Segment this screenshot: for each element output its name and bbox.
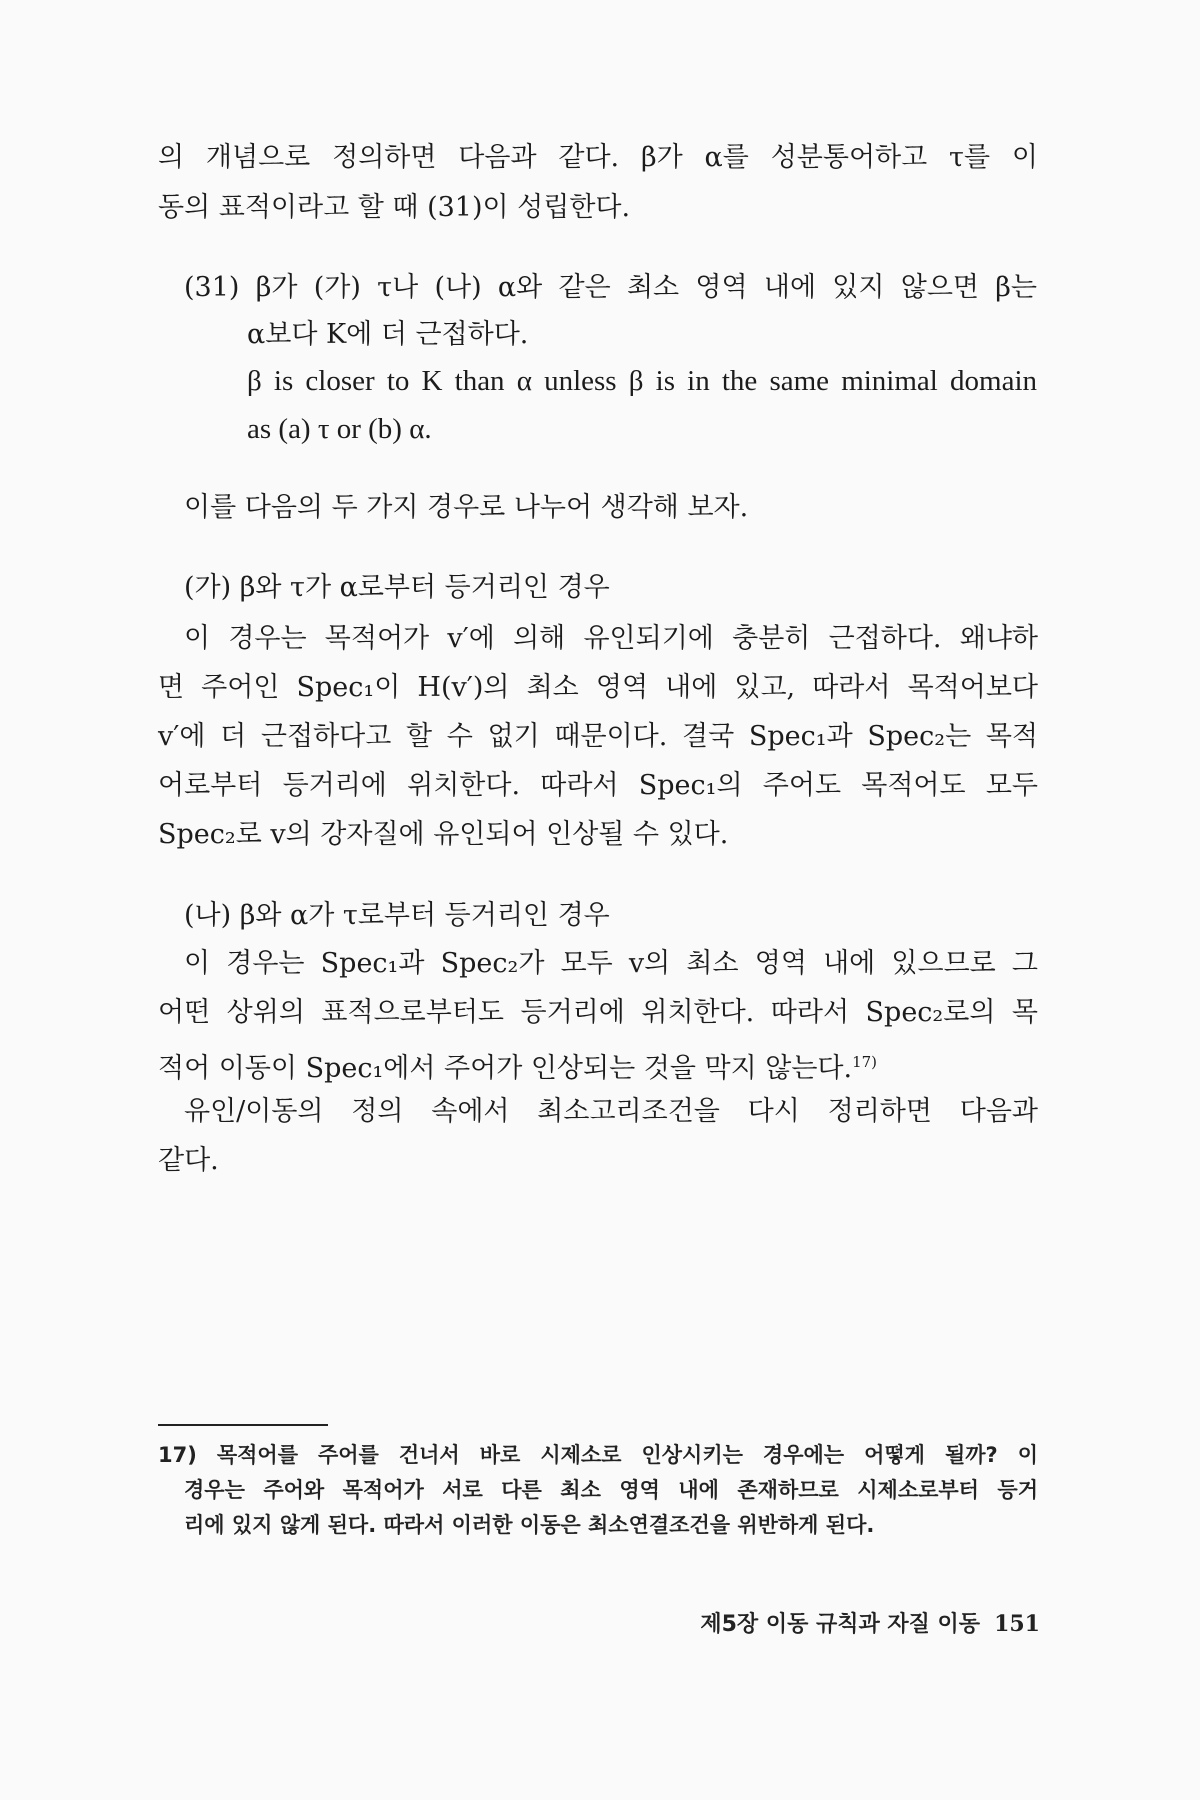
paragraph-line: 면 주어인 Spec₁이 H(v′)의 최소 영역 내에 있고, 따라서 목적어보다 [158, 672, 1038, 703]
footnote-line: 17) 목적어를 주어를 건너서 바로 시제소로 인상시키는 경우에는 어떻게 될까? 이 [158, 1443, 1038, 1467]
paragraph-line: 이 경우는 목적어가 v′에 의해 유인되기에 충분히 근접하다. 왜냐하 [184, 623, 1038, 654]
page-number: 151 [994, 1611, 1040, 1637]
example-31-english-line: β is closer to K than α unless β is in the same minimal domain [247, 365, 1037, 397]
paragraph-line: 유인/이동의 정의 속에서 최소고리조건을 다시 정리하면 다음과 [184, 1096, 1038, 1127]
section-heading-ga: (가) β와 τ가 α로부터 등거리인 경우 [184, 572, 610, 603]
paragraph-line: 같다. [158, 1145, 219, 1176]
page-footer [700, 1607, 1040, 1638]
paragraph-line: 이 경우는 Spec₁과 Spec₂가 모두 v의 최소 영역 내에 있으므로 그 [184, 948, 1038, 979]
footnote-ref[interactable]: 17) [852, 1053, 878, 1071]
chapter-title: 제5장 이동 규칙과 자질 이동 [700, 1612, 981, 1637]
paragraph-line: 어로부터 등거리에 위치한다. 따라서 Spec₁의 주어도 목적어도 모두 [158, 770, 1038, 801]
example-31-line: α보다 K에 더 근접하다. [247, 319, 529, 350]
section-heading-na: (나) β와 α가 τ로부터 등거리인 경우 [184, 900, 610, 931]
example-31-english-line: as (a) τ or (b) α. [247, 413, 432, 445]
example-31-line: (31) β가 (가) τ나 (나) α와 같은 최소 영역 내에 있지 않으면 β는 [184, 272, 1037, 303]
footnote-line: 리에 있지 않게 된다. 따라서 이러한 이동은 최소연결조건을 위반하게 된다. [184, 1513, 875, 1537]
paragraph-line: 동의 표적이라고 할 때 (31)이 성립한다. [158, 192, 631, 223]
footnote-divider [158, 1424, 328, 1426]
paragraph-text: 적어 이동이 Spec₁에서 주어가 인상되는 것을 막지 않는다. [158, 1053, 853, 1084]
paragraph-line: 의 개념으로 정의하면 다음과 같다. β가 α를 성분통어하고 τ를 이 [158, 142, 1038, 173]
paragraph-line: 어떤 상위의 표적으로부터도 등거리에 위치한다. 따라서 Spec₂로의 목 [158, 997, 1038, 1028]
paragraph-line: 이를 다음의 두 가지 경우로 나누어 생각해 보자. [184, 492, 749, 523]
footnote-line: 경우는 주어와 목적어가 서로 다른 최소 영역 내에 존재하므로 시제소로부터 등거 [184, 1478, 1038, 1502]
paragraph-line: v′에 더 근접하다고 할 수 없기 때문이다. 결국 Spec₁과 Spec₂는 목적 [158, 721, 1038, 752]
paragraph-line [158, 1044, 1038, 1087]
paragraph-line: Spec₂로 v의 강자질에 유인되어 인상될 수 있다. [158, 819, 729, 850]
